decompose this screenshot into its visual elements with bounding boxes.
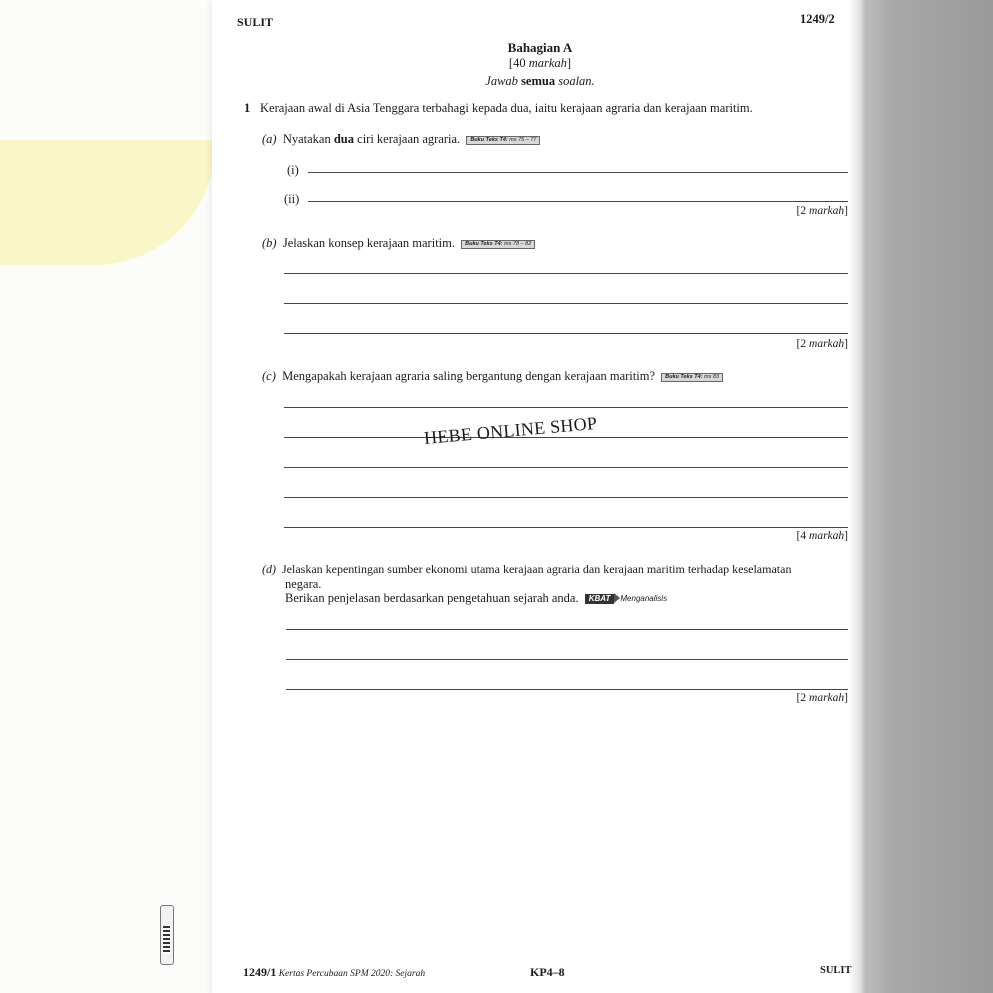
answer-line-c-3[interactable] (284, 467, 848, 468)
answer-line-a-ii[interactable] (308, 201, 848, 202)
marks-c-num: [4 (796, 530, 810, 542)
marks-d (728, 692, 848, 704)
sub-ii-label: (ii) (284, 192, 300, 206)
answer-line-c-4[interactable] (284, 497, 848, 498)
textbook-ref-c (661, 373, 723, 382)
marks-b-num: [2 (796, 338, 810, 350)
footer-code: 1249/1 (243, 965, 277, 979)
marks-d-close: ] (844, 692, 848, 704)
marks-d-word: markah (809, 692, 845, 704)
answer-line-c-1[interactable] (284, 407, 848, 408)
answer-line-d-3[interactable] (286, 689, 848, 690)
ref-b-rest: ms 78 – 82 (502, 241, 532, 247)
header-code: 1249/2 (800, 12, 835, 26)
part-c (262, 369, 723, 384)
part-b-label: (b) (262, 236, 277, 250)
part-d-text-1: Jelaskan kepentingan sumber ekonomi utama kerajaan agraria dan kerajaan maritim terhadap keselamatan (282, 562, 792, 576)
marks-a-word: markah (809, 205, 845, 217)
ref-a-bold: Buku Teks T4: (470, 137, 508, 143)
ref-c-rest: ms 83 (702, 374, 720, 380)
kbat-badge (585, 593, 667, 604)
ref-b-bold: Buku Teks T4: (465, 241, 503, 247)
part-a-text-1: Nyatakan (282, 132, 334, 146)
instruction-c: soalan. (555, 74, 595, 88)
answer-line-d-1[interactable] (286, 629, 848, 630)
spine-barcode-icon (160, 905, 174, 965)
instruction-bold: semua (521, 74, 556, 88)
marks-b-close: ] (844, 338, 848, 350)
marks-c-word: markah (809, 530, 845, 542)
part-d-line3 (285, 591, 667, 606)
marks-b-word: markah (809, 338, 845, 350)
part-a (262, 132, 540, 147)
answer-line-d-2[interactable] (286, 659, 848, 660)
footer-page: KP4–8 (530, 965, 565, 979)
part-a-label: (a) (262, 132, 277, 146)
section-instruction (440, 74, 640, 89)
footer-title: Kertas Percubaan SPM 2020: Sejarah (276, 969, 426, 979)
kbat-box: KBAT (585, 594, 615, 604)
part-b-text: Jelaskan konsep kerajaan maritim. (282, 236, 455, 250)
question-number: 1 (244, 101, 251, 115)
instruction-a: Jawab (485, 74, 522, 88)
part-d-line1 (262, 562, 791, 577)
header-sulit: SULIT (237, 15, 274, 29)
marks-b (728, 338, 848, 350)
sub-i-label: (i) (287, 163, 299, 177)
marks-c (728, 530, 848, 542)
part-b (262, 236, 535, 251)
footer-sulit: SULIT (820, 965, 852, 976)
section-marks-open: [40 (508, 56, 529, 70)
marks-a (728, 205, 848, 217)
section-marks-word: markah (528, 56, 567, 70)
part-c-text: Mengapakah kerajaan agraria saling bergantung dengan kerajaan maritim? (282, 369, 655, 383)
ref-c-bold: Buku Teks T4: (665, 374, 703, 380)
section-marks (440, 56, 640, 71)
footer-paper (243, 965, 425, 980)
kbat-word: Menganalisis (620, 594, 668, 603)
marks-d-num: [2 (796, 692, 810, 704)
shop-watermark: HEBE ONLINE SHOP (423, 412, 599, 449)
answer-line-b-2[interactable] (284, 303, 848, 304)
answer-line-c-2[interactable] (284, 437, 848, 438)
answer-line-c-5[interactable] (284, 527, 848, 528)
part-d-text-3: Berikan penjelasan berdasarkan pengetahuan sejarah anda. (285, 591, 579, 605)
marks-a-num: [2 (796, 205, 810, 217)
part-d-line2: negara. (285, 577, 322, 591)
answer-line-b-3[interactable] (284, 333, 848, 334)
part-a-text-bold: dua (333, 132, 355, 146)
section-title: Bahagian A (507, 40, 573, 55)
question-stem: Kerajaan awal di Asia Tenggara terbahagi kepada dua, iaitu kerajaan agraria dan kerajaan maritim. (260, 101, 753, 115)
binding-shadow (848, 0, 993, 993)
part-d-label: (d) (262, 562, 276, 576)
answer-line-a-i[interactable] (308, 172, 848, 173)
textbook-ref-a (466, 136, 540, 145)
marks-a-close: ] (844, 205, 848, 217)
part-a-text-2: ciri kerajaan agraria. (354, 132, 461, 146)
marks-c-close: ] (844, 530, 848, 542)
textbook-ref-b (461, 240, 535, 249)
section-marks-close: ] (566, 56, 572, 70)
part-c-label: (c) (262, 369, 276, 383)
answer-line-b-1[interactable] (284, 273, 848, 274)
ref-a-rest: ms 75 – 77 (507, 137, 537, 143)
